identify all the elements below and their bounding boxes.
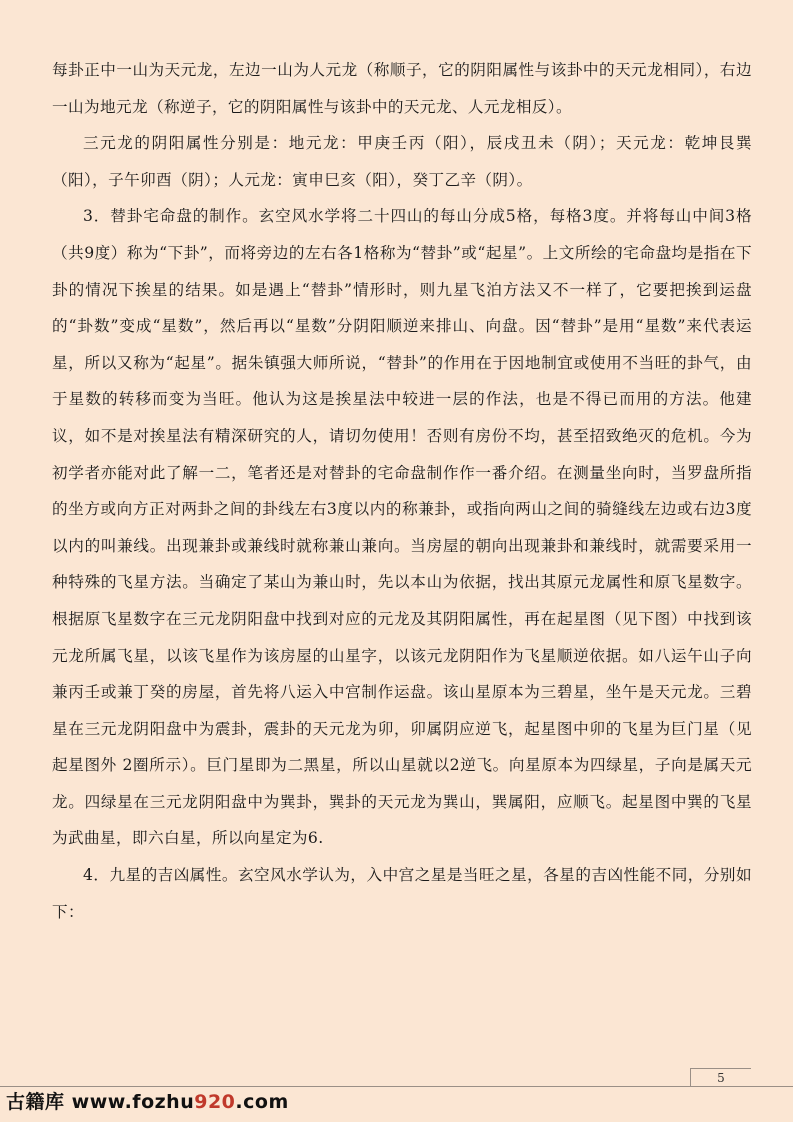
watermark-site-suffix: .com (235, 1091, 289, 1113)
page-number: 5 (690, 1068, 751, 1087)
site-watermark (6, 1087, 289, 1117)
paragraph-replacement-gua: 3．替卦宅命盘的制作。玄空风水学将二十四山的每山分成5格，每格3度。并将每山中间3格（共9度）称为“下卦”，而将旁边的左右各1格称为“替卦”或“起星”。上文所绘的宅命盘均是指在下卦的情况下挨星的结果。如是遇上“替卦”情形时，则九星飞泊方法又不一样了，它要把挨到运盘的“卦数”变成“星数”，然后再以“星数”分阴阳顺逆来排山、向盘。因“替卦”是用“星数”来代表运星，所以又称为“起星”。据朱镇强大师所说，“替卦”的作用在于因地制宜或使用不当旺的卦气，由于星数的转移而变为当旺。他认为这是挨星法中较进一层的作法，也是不得已而用的方法。他建议，如不是对挨星法有精深研究的人，请切勿使用！否则有房份不均，甚至招致绝灭的危机。今为初学者亦能对此了解一二，笔者还是对替卦的宅命盘制作作一番介绍。在测量坐向时，当罗盘所指的坐方或向方正对两卦之间的卦线左右3度以内的称兼卦，或指向两山之间的骑缝线左边或右边3度以内的叫兼线。出现兼卦或兼线时就称兼山兼向。当房屋的朝向出现兼卦和兼线时，就需要采用一种特殊的飞星方法。当确定了某山为兼山时，先以本山为依据，找出其原元龙属性和原飞星数字。根据原飞星数字在三元龙阴阳盘中找到对应的元龙及其阴阳属性，再在起星图（见下图）中找到该元龙所属飞星，以该飞星作为该房屋的山星字，以该元龙阴阳作为飞星顺逆依据。如八运午山子向兼丙壬或兼丁癸的房屋，首先将八运入中宫制作运盘。该山星原本为三碧星，坐午是天元龙。三碧星在三元龙阴阳盘中为震卦，震卦的天元龙为卯，卯属阴应逆飞，起星图中卯的飞星为巨门星（见起星图外 2圈所示）。巨门星即为二黑星，所以山星就以2逆飞。向星原本为四绿星，子向是属天元龙。四绿星在三元龙阴阳盘中为巽卦，巽卦的天元龙为巽山，巽属阳，应顺飞。起星图中巽的飞星为武曲星，即六白星，所以向星定为6. (52, 207, 752, 848)
watermark-site-number: 920 (194, 1091, 236, 1113)
text-body (52, 52, 752, 930)
watermark-name: 古籍库 (6, 1091, 65, 1113)
paragraph-nine-stars: 4．九星的吉凶属性。玄空风水学认为，入中宫之星是当旺之星，各星的吉凶性能不同，分别如下： (52, 866, 752, 921)
paragraph-continuation: 每卦正中一山为天元龙，左边一山为人元龙（称顺子，它的阴阳属性与该卦中的天元龙相同），右边一山为地元龙（称逆子，它的阴阳属性与该卦中的天元龙、人元龙相反）。 (52, 61, 752, 116)
watermark-site-prefix: www.fozhu (71, 1091, 195, 1113)
paragraph-three-dragons: 三元龙的阴阳属性分别是：地元龙：甲庚壬丙（阳），辰戌丑未（阴）；天元龙：乾坤艮巽（阳），子午卯酉（阴）；人元龙：寅申巳亥（阳），癸丁乙辛（阴）。 (52, 134, 752, 189)
